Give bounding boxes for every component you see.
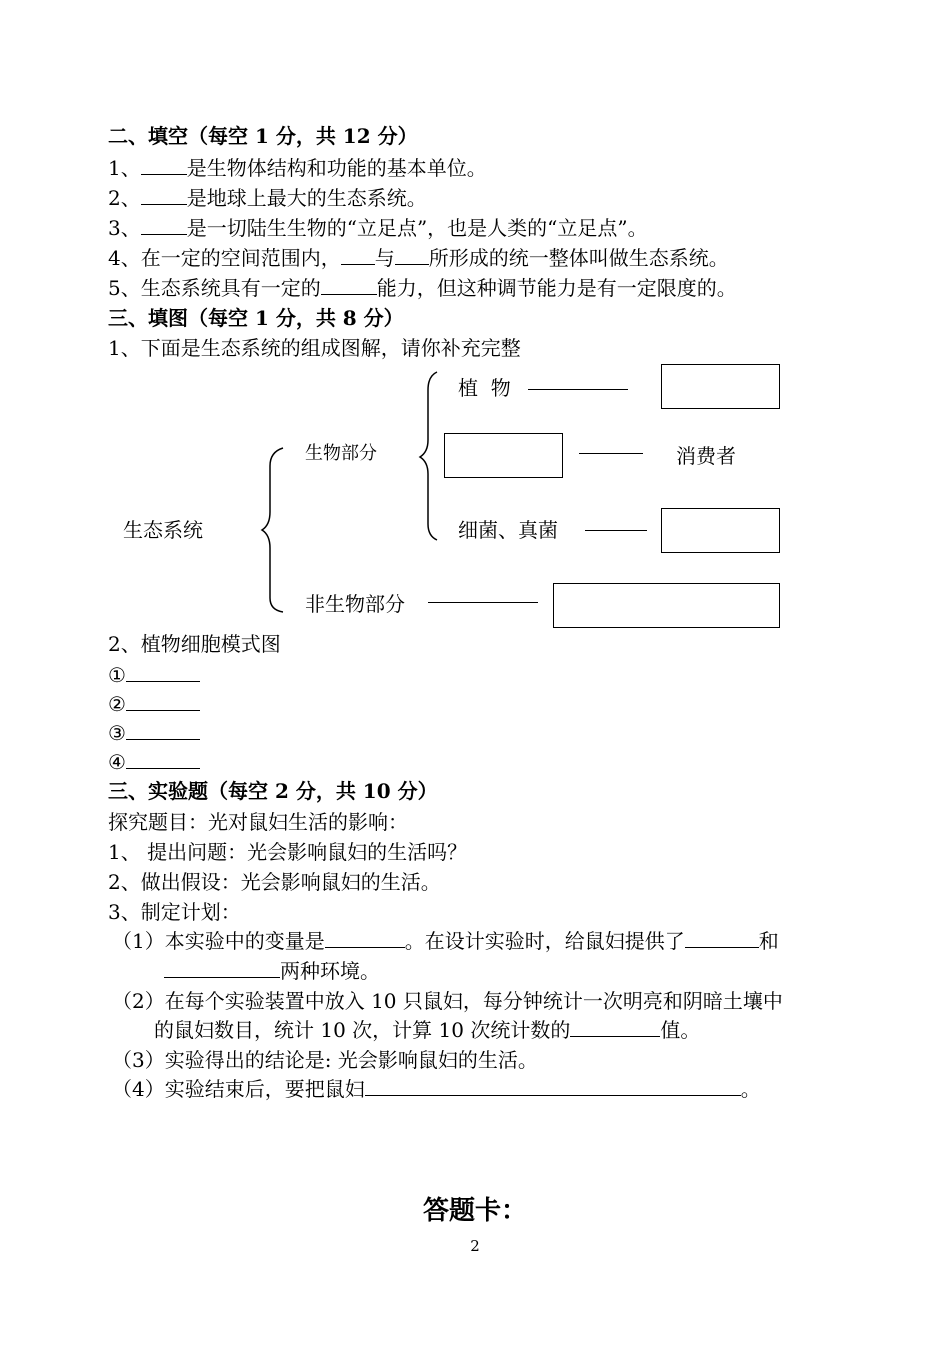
question-text: 。在设计实验时，给鼠妇提供了 <box>404 929 685 953</box>
answer-blank[interactable] <box>164 957 280 978</box>
question-text: 和 <box>758 929 779 953</box>
root-label: 生态系统 <box>123 518 203 542</box>
connector-line <box>528 389 628 390</box>
question-text: 所形成的统一整体叫做生态系统。 <box>428 246 729 270</box>
cell-diagram-question: 2、植物细胞模式图 <box>108 632 281 656</box>
answer-blank[interactable] <box>126 661 200 682</box>
experiment-part-2-cont <box>154 1016 700 1044</box>
biotic-label: 生物部分 <box>305 443 377 464</box>
answer-blank[interactable] <box>570 1016 660 1037</box>
answer-blank[interactable] <box>126 748 200 769</box>
question-text: 。 <box>740 1077 761 1101</box>
answer-box-abiotic[interactable] <box>553 583 780 628</box>
answer-blank[interactable] <box>141 184 187 205</box>
experiment-section-title: 三、实验题（每空 2 分，共 10 分） <box>108 779 438 803</box>
consumer-label: 消费者 <box>676 444 736 468</box>
answer-blank[interactable] <box>141 214 187 235</box>
experiment-part-1-cont <box>164 957 380 985</box>
experiment-step-1: 1、 提出问题：光会影响鼠妇的生活吗？ <box>108 840 468 864</box>
experiment-part-1 <box>112 927 779 955</box>
answer-blank[interactable] <box>395 244 429 265</box>
circled-number: ① <box>108 663 126 687</box>
connector-line <box>579 453 643 454</box>
question-text: 两种环境。 <box>280 959 380 983</box>
answer-box-decomposer[interactable] <box>661 508 780 553</box>
decomposer-source-label: 细菌、真菌 <box>458 518 558 542</box>
answer-card-title: 答题卡： <box>422 1196 527 1226</box>
answer-blank[interactable] <box>325 927 405 948</box>
circled-number: ② <box>108 692 126 716</box>
section-2-title: 二、填空（每空 1 分，共 12 分） <box>108 124 418 148</box>
fill-question-1 <box>108 154 487 182</box>
fill-question-5 <box>108 274 737 302</box>
experiment-step-2: 2、做出假设：光会影响鼠妇的生活。 <box>108 870 441 894</box>
answer-blank[interactable] <box>141 154 187 175</box>
question-number: 3、 <box>108 216 141 240</box>
answer-blank[interactable] <box>126 719 200 740</box>
answer-blank[interactable] <box>321 274 377 295</box>
connector-line <box>428 602 538 603</box>
outer-brace <box>262 448 283 612</box>
experiment-step-3: 3、制定计划： <box>108 900 241 924</box>
cell-blank-3 <box>108 719 200 747</box>
cell-blank-1 <box>108 661 200 689</box>
answer-box-animal[interactable] <box>444 433 563 478</box>
answer-blank[interactable] <box>341 244 375 265</box>
question-number: 1、 <box>108 156 141 180</box>
question-text: 与 <box>374 246 395 270</box>
abiotic-label: 非生物部分 <box>305 592 405 616</box>
experiment-topic: 探究题目：光对鼠妇生活的影响： <box>108 810 408 834</box>
fill-question-4 <box>108 244 729 272</box>
question-text: 5、生态系统具有一定的 <box>108 276 321 300</box>
experiment-part-4 <box>112 1075 761 1103</box>
answer-blank[interactable] <box>685 927 759 948</box>
question-text: 的鼠妇数目，统计 10 次，计算 10 次统计数的 <box>154 1018 571 1042</box>
experiment-part-2: （2）在每个实验装置中放入 10 只鼠妇，每分钟统计一次明亮和阴暗土壤中 <box>112 989 783 1013</box>
diagram-question: 1、下面是生态系统的组成图解，请你补充完整 <box>108 336 521 360</box>
answer-blank[interactable] <box>365 1075 741 1096</box>
question-number: 2、 <box>108 186 141 210</box>
question-text: 是生物体结构和功能的基本单位。 <box>186 156 487 180</box>
answer-blank[interactable] <box>126 690 200 711</box>
cell-blank-4 <box>108 748 200 776</box>
circled-number: ④ <box>108 750 126 774</box>
fill-question-3 <box>108 214 648 242</box>
section-3-title: 三、填图（每空 1 分，共 8 分） <box>108 306 404 330</box>
plant-label: 植 物 <box>458 376 511 400</box>
page-number: 2 <box>470 1237 480 1255</box>
circled-number: ③ <box>108 721 126 745</box>
question-text: 是地球上最大的生态系统。 <box>186 186 427 210</box>
inner-brace <box>420 372 437 540</box>
question-text: 值。 <box>660 1018 701 1042</box>
question-text: 4、在一定的空间范围内， <box>108 246 341 270</box>
question-text: （4）实验结束后，要把鼠妇 <box>112 1077 365 1101</box>
question-text: 能力，但这种调节能力是有一定限度的。 <box>376 276 737 300</box>
question-text: （1）本实验中的变量是 <box>112 929 325 953</box>
experiment-part-3: （3）实验得出的结论是: 光会影响鼠妇的生活。 <box>112 1048 538 1072</box>
answer-box-producer[interactable] <box>661 364 780 409</box>
connector-line <box>585 530 647 531</box>
cell-blank-2 <box>108 690 200 718</box>
fill-question-2 <box>108 184 427 212</box>
question-text: 是一切陆生生物的“立足点”，也是人类的“立足点”。 <box>186 216 648 240</box>
